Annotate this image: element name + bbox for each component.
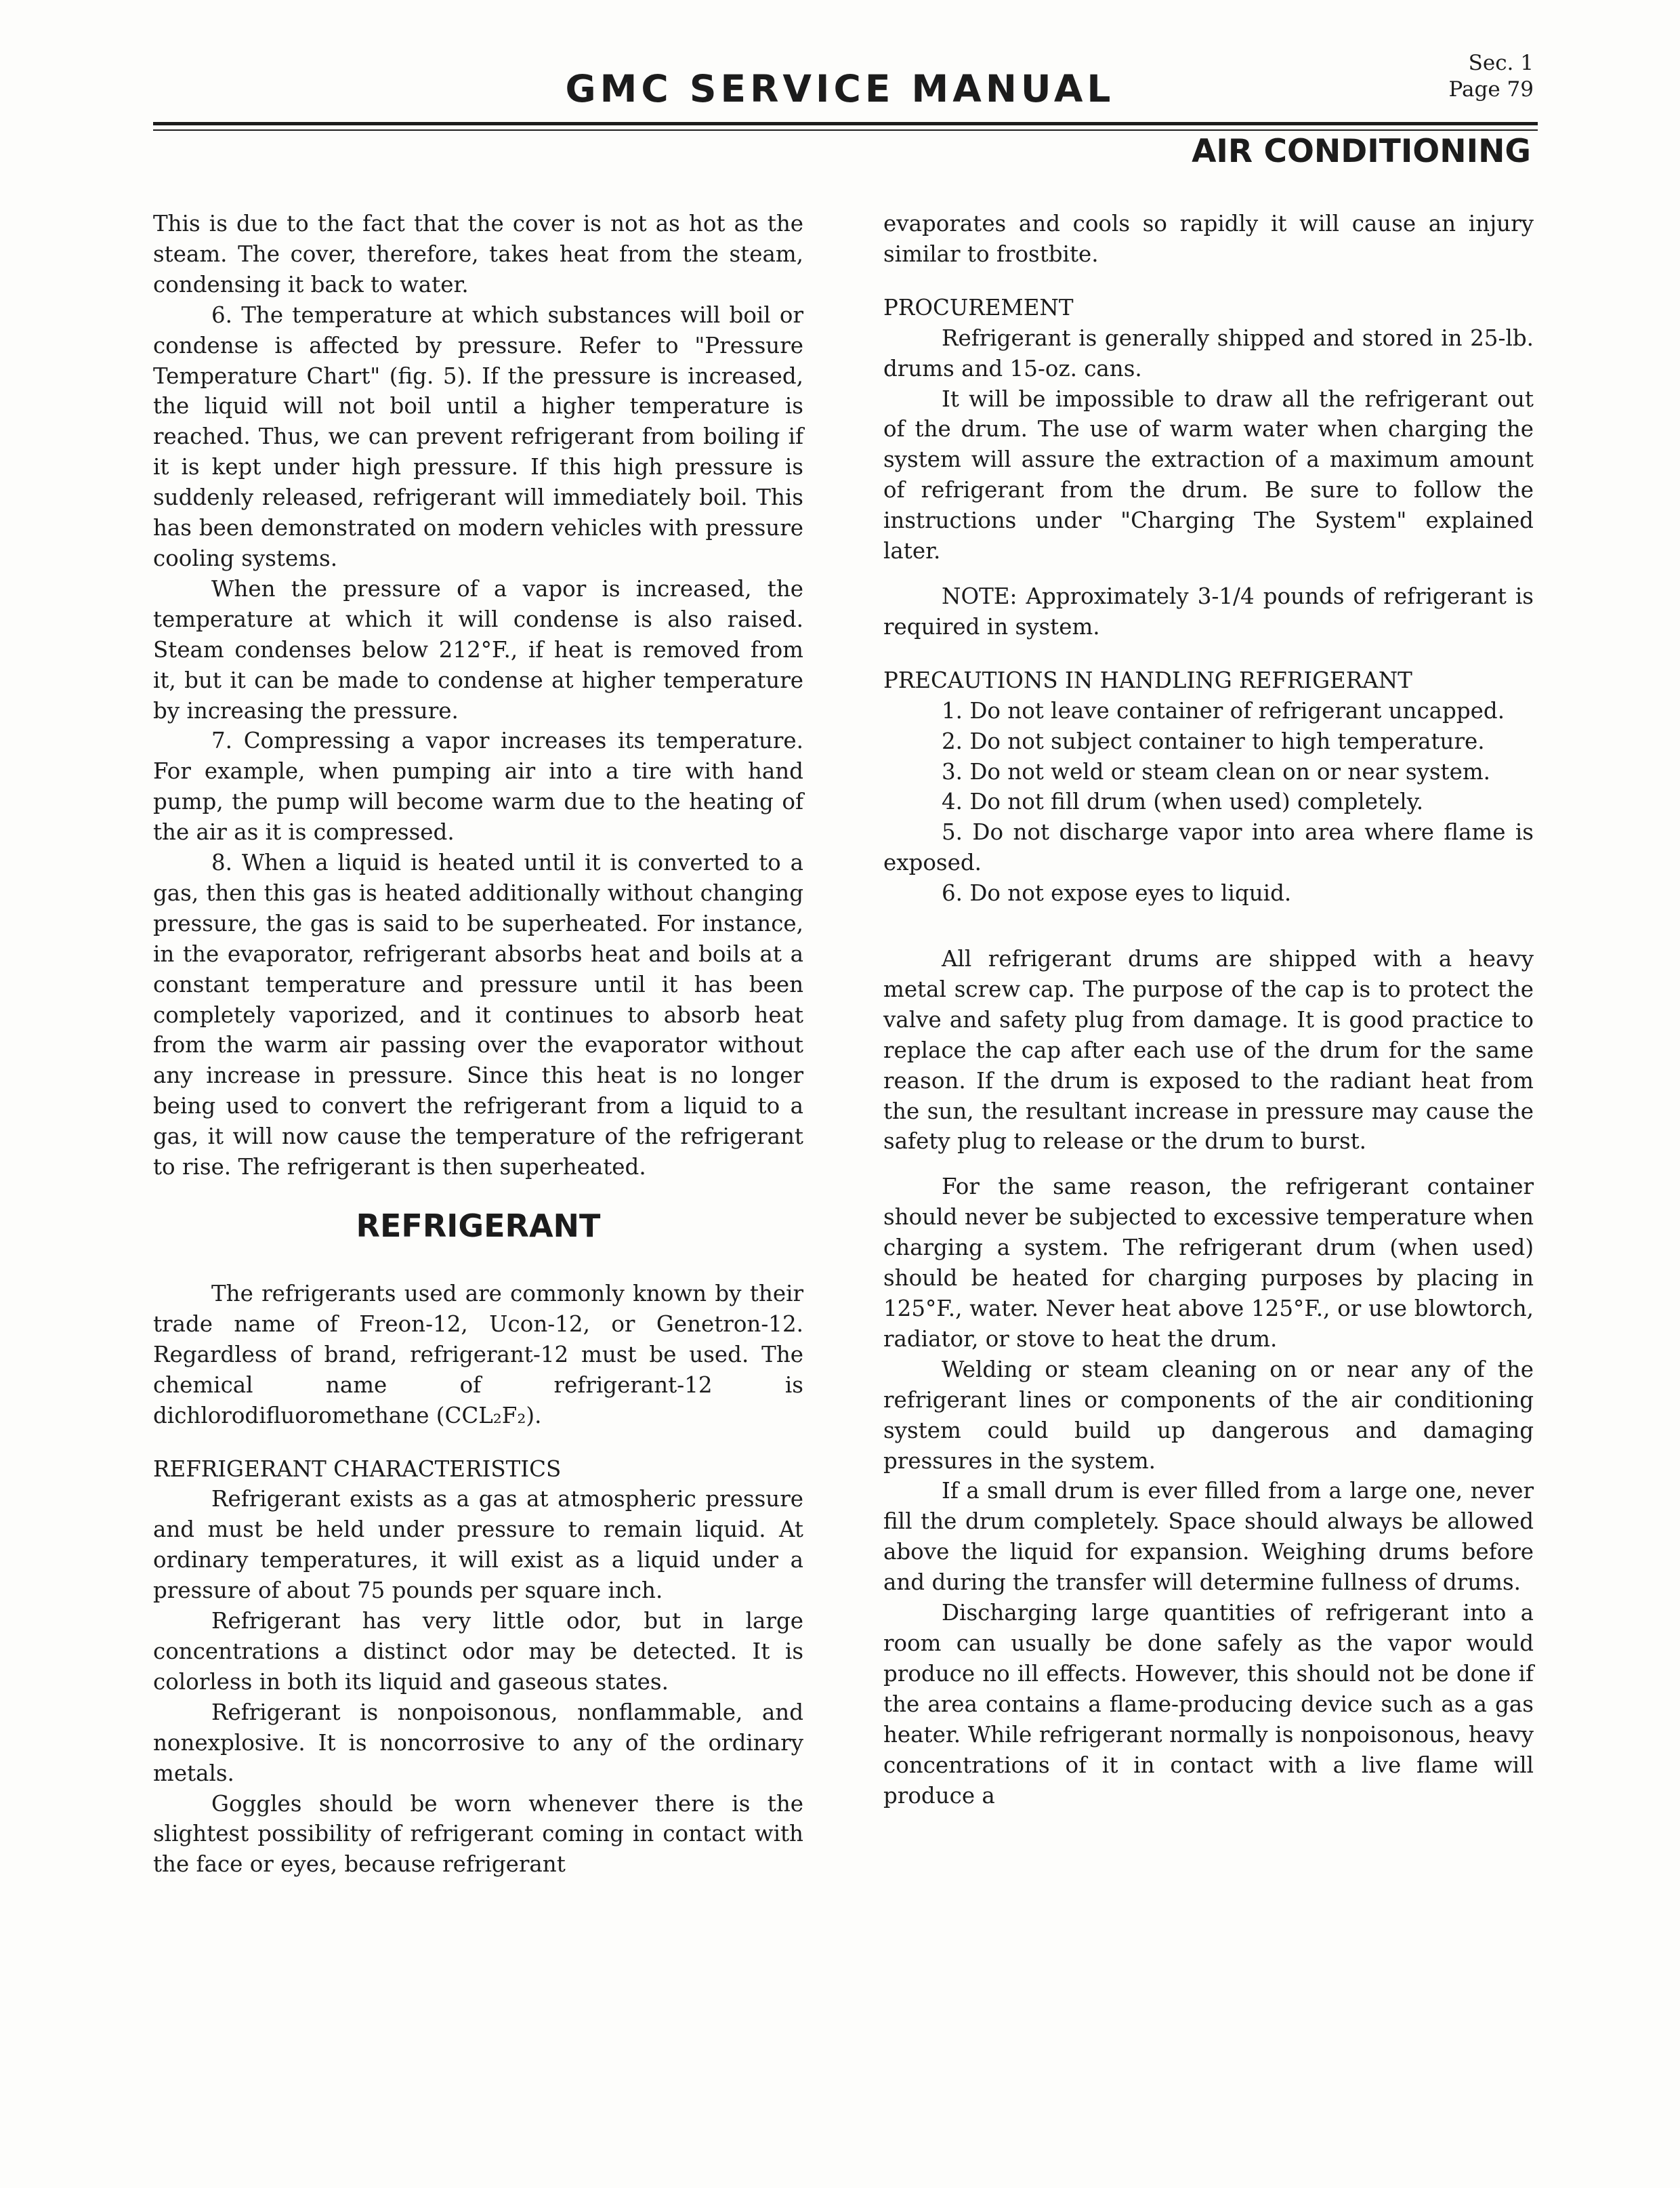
- page-header-title: GMC SERVICE MANUAL: [565, 67, 1115, 110]
- paragraph: If a small drum is ever filled from a large one, never fill the drum completely. Space should always be allowed above the liquid for expansion. Weighing drums before and during the transfer will determine fullness of drums.: [883, 1478, 1534, 1596]
- paragraph: Welding or steam cleaning on or near any of the refrigerant lines or components of the air conditioning system could build up dangerous and damaging pressures in the system.: [883, 1356, 1534, 1474]
- paragraph: The refrigerants used are commonly known by their trade name of Freon-12, Ucon-12, or Genetron-12. Regardless of brand, refrigerant-12 must be used. The chemical name of refrigerant-12 is dichlorodifluoromethane (CCL₂F₂).: [153, 1281, 803, 1428]
- section-number: Sec. 1: [1468, 51, 1534, 75]
- left-column: [153, 209, 803, 1880]
- page-number: Page 79: [1448, 77, 1534, 102]
- paragraph: Refrigerant has very little odor, but in large concentrations a distinct odor may be detected. It is colorless in both its liquid and gaseous states.: [153, 1608, 803, 1695]
- subheading: PRECAUTIONS IN HANDLING REFRIGERANT: [883, 667, 1412, 693]
- paragraph: evaporates and cools so rapidly it will cause an injury similar to frostbite.: [883, 211, 1534, 267]
- paragraph: All refrigerant drums are shipped with a heavy metal screw cap. The purpose of the cap is to protect the valve and safety plug from damage. It is good practice to replace the cap after each use of the drum for the same reason. If the drum is exposed to the radiant heat from the sun, the resultant increase in pressure may cause the safety plug to release or the drum to burst.: [883, 946, 1534, 1155]
- note: NOTE: Approximately 3-1/4 pounds of refrigerant is required in system.: [883, 583, 1534, 640]
- chapter-title: AIR CONDITIONING: [1192, 133, 1531, 170]
- list-item: 6. Do not expose eyes to liquid.: [942, 880, 1292, 907]
- paragraph: This is due to the fact that the cover is not as hot as the steam. The cover, therefore, takes heat from the steam, condensing it back to water.: [153, 211, 803, 297]
- section-page-label: [1449, 50, 1534, 103]
- list-item: 1. Do not leave container of refrigerant uncapped.: [942, 697, 1505, 724]
- section-heading-refrigerant: REFRIGERANT: [356, 1207, 601, 1244]
- header-rule-thin: [153, 129, 1538, 131]
- paragraph: It will be impossible to draw all the refrigerant out of the drum. The use of warm water when charging the system will assure the extraction of a maximum amount of refrigerant from the drum. Be sure to follow the instructions under "Charging The System" explained later.: [883, 386, 1534, 564]
- paragraph: Refrigerant is nonpoisonous, nonflammable, and nonexplosive. It is noncorrosive to any of the ordinary metals.: [153, 1699, 803, 1786]
- header-rule-thick: [153, 122, 1538, 125]
- paragraph: For the same reason, the refrigerant container should never be subjected to excessive temperature when charging a system. The refrigerant drum (when used) should be heated for charging purposes by placing in 125°F., water. Never heat above 125°F., or use blowtorch, radiator, or stove to heat the drum.: [883, 1174, 1534, 1352]
- paragraph: 8. When a liquid is heated until it is converted to a gas, then this gas is heated additionally without changing pressure, the gas is said to be superheated. For instance, in the evaporator, refrigerant absorbs heat and boils at a constant temperature and pressure until it has been completely vaporized, and it continues to absorb heat from the warm air passing over the evaporator without any increase in pressure. Since this heat is no longer being used to convert the refrigerant from a liquid to a gas, it will now cause the temperature of the refrigerant to rise. The refrigerant is then superheated.: [153, 850, 803, 1180]
- paragraph: 7. Compressing a vapor increases its temperature. For example, when pumping air into a tire with hand pump, the pump will become warm due to the heating of the air as it is compressed.: [153, 728, 803, 846]
- paragraph: Refrigerant exists as a gas at atmospheric pressure and must be held under pressure to remain liquid. At ordinary temperatures, it will exist as a liquid under a pressure of about 75 pounds per square inch.: [153, 1486, 803, 1604]
- subheading: REFRIGERANT CHARACTERISTICS: [153, 1456, 562, 1482]
- subheading: PROCUREMENT: [883, 294, 1074, 321]
- right-column: [883, 209, 1534, 1811]
- paragraph: Refrigerant is generally shipped and stored in 25-lb. drums and 15-oz. cans.: [883, 325, 1534, 381]
- paragraph: Discharging large quantities of refrigerant into a room can usually be done safely as the vapor would produce no ill effects. However, this should not be done if the area contains a flame-producing device such as a gas heater. While refrigerant normally is nonpoisonous, heavy concentrations of it in contact with a live flame will produce a: [883, 1600, 1534, 1809]
- list-item: 4. Do not fill drum (when used) completely.: [942, 789, 1424, 815]
- paragraph: Goggles should be worn whenever there is the slightest possibility of refrigerant coming in contact with the face or eyes, because refrigerant: [153, 1790, 803, 1878]
- list-item: 2. Do not subject container to high temperature.: [942, 728, 1485, 754]
- list-item: 5. Do not discharge vapor into area where flame is exposed.: [883, 819, 1534, 876]
- list-item: 3. Do not weld or steam clean on or near system.: [942, 758, 1490, 785]
- paragraph: When the pressure of a vapor is increased, the temperature at which it will condense is also raised. Steam condenses below 212°F., if heat is removed from it, but it can be made to condense at higher temperature by increasing the pressure.: [153, 575, 803, 724]
- paragraph: 6. The temperature at which substances will boil or condense is affected by pressure. Refer to "Pressure Temperature Chart" (fig. 5). If the pressure is increased, the liquid will not boil until a higher temperature is reached. Thus, we can prevent refrigerant from boiling if it is kept under high pressure. If this high pressure is suddenly released, refrigerant will immediately boil. This has been demonstrated on modern vehicles with pressure cooling systems.: [153, 302, 803, 571]
